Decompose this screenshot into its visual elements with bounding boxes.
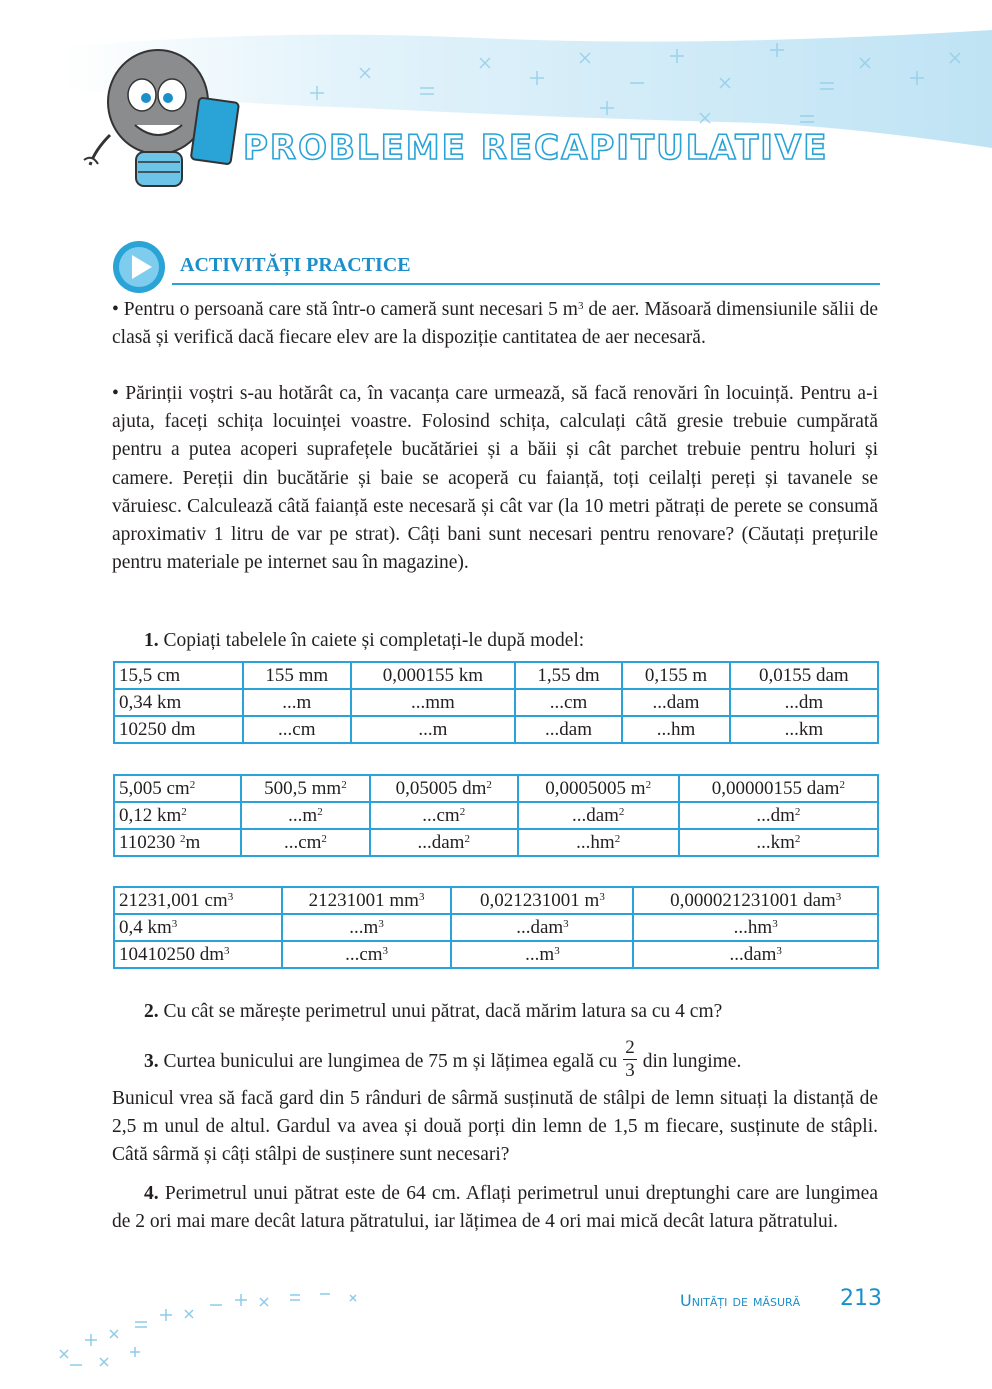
table-cell: $...cm^2$ [241, 829, 370, 856]
table-cell: ...dam$^2$ [518, 802, 679, 829]
table-cell: $...m^3$ [282, 914, 452, 941]
length-table [113, 661, 879, 744]
table-cell: 110230 $^2$m [114, 829, 241, 856]
table-row [114, 887, 878, 914]
table-row [114, 689, 878, 716]
table-cell: ...dam$^3$ [633, 941, 878, 968]
table-cell: 0,34 km [114, 689, 243, 716]
table-row [114, 716, 878, 743]
table-cell: ...dam [515, 716, 622, 743]
table-cell: 15,5 cm [114, 662, 243, 689]
table-cell: $...hm^2$ [518, 829, 679, 856]
table-cell: ...m [243, 689, 351, 716]
table-cell: $...hm^3$ [633, 914, 878, 941]
table-cell: 0,155 m [622, 662, 729, 689]
table-cell: 155 mm [243, 662, 351, 689]
table-cell: 5,005 $cm^2$ [114, 775, 241, 802]
table-cell: 500,5 $mm^2$ [241, 775, 370, 802]
table-cell: ...dam [622, 689, 729, 716]
table-cell: 0,4 $km^3$ [114, 914, 282, 941]
table-cell: $...cm^2$ [370, 802, 518, 829]
table-cell: 10250 dm [114, 716, 243, 743]
table-cell: ...dam$^3$ [451, 914, 633, 941]
table-cell: 1,55 dm [515, 662, 622, 689]
page-title: PROBLEME RECAPITULATIVE [243, 128, 829, 168]
table-cell: $...m^2$ [241, 802, 370, 829]
table-row [114, 662, 878, 689]
table-cell: ...m [351, 716, 515, 743]
activity-paragraph-1: • Pentru o persoană care stă într-o cameră sunt necesari 5 $m^3$ de aer. Măsoară dimensiunile sălii de clasă și verifică dacă fiecare elev are la dispoziție cantitatea de aer necesară. [112, 299, 878, 349]
activity-paragraph-2: • Părinții voștri s-au hotărât ca, în vacanța care urmează, să facă renovări în locuință. Pentru a-i ajuta, faceți schița locuinței voastre. Folosind schița, calculați câtă gresie trebuie cumpărată pentru a putea acoperi suprafețele bucătăriei și a băii și cât parchet trebuie pentru holuri și camere. Pereții din bucătărie și baie se acoperă cu faianță, toți ceilalți pereți și tavanele se văruiesc. Calculează câtă faianță este necesară și cât var (la 10 metri pătrați de perete se consumă aproximativ 1 litru de var pe strat). Câți bani sunt necesari pentru renovare? (Căutați prețurile pentru materiale pe internet sau în magazine). [112, 383, 878, 574]
section-divider [172, 283, 880, 285]
problem-3: 3. Curtea bunicului are lungimea de 75 m și lățimea egală cu $\frac{2}{3}$ din lungime. Bunicul vrea să facă gard din 5 rânduri de sârmă susținută de stâlpi de lemn situați la distanță de 2,5 m unul de altul. Gardul va avea și două porți din lemn de 1,5 m fiecare, susținute de stâpli. Câtă sârmă și câți stâlpi de susținere sunt necesari? [112, 1037, 878, 1166]
table-cell: $...m^3$ [451, 941, 633, 968]
lightbulb-mascot-icon [80, 40, 250, 220]
table-cell: 0,021231001 $m^3$ [451, 887, 633, 914]
problem-4: 4. Perimetrul unui pătrat este de 64 cm. Aflați perimetrul unui dreptunghi care are lungimea de 2 ori mai mare decât latura pătratului, iar lățimea de 4 ori mai mică decât latura pătratului. [112, 1183, 878, 1233]
table-cell: 0,00000155 dam$^2$ [679, 775, 878, 802]
chapter-label: Unități de măsură [680, 1291, 801, 1310]
area-table [113, 774, 879, 857]
math-symbols-decoration [50, 1270, 470, 1370]
table-cell: ...hm [622, 716, 729, 743]
table-cell: 21231001 $mm^3$ [282, 887, 452, 914]
table-cell: $...cm^3$ [282, 941, 452, 968]
fraction: $\frac{2}{3}$ [625, 1037, 635, 1081]
table-cell: ...mm [351, 689, 515, 716]
play-icon [112, 240, 166, 294]
table-row [114, 802, 878, 829]
volume-table [113, 886, 879, 969]
table-cell: ...cm [243, 716, 351, 743]
section-header [112, 240, 880, 290]
page-number: 213 [840, 1286, 882, 1311]
table-cell: ...cm [515, 689, 622, 716]
table-row [114, 914, 878, 941]
table-cell: 0,000021231001 dam$^3$ [633, 887, 878, 914]
table-cell: ...km [730, 716, 878, 743]
table-cell: 0,12 $km^2$ [114, 802, 241, 829]
table-cell: 0,0155 dam [730, 662, 878, 689]
table-cell: 10410250 $dm^3$ [114, 941, 282, 968]
table-cell: $...dm^2$ [679, 802, 878, 829]
table-cell: ...dam$^2$ [370, 829, 518, 856]
table-row [114, 829, 878, 856]
table-row [114, 775, 878, 802]
table-row [114, 941, 878, 968]
table-cell: 0,0005005 $m^2$ [518, 775, 679, 802]
table-cell: 0,05005 $dm^2$ [370, 775, 518, 802]
table-cell: ...dm [730, 689, 878, 716]
table-cell: 0,000155 km [351, 662, 515, 689]
section-title: ACTIVITĂȚI PRACTICE [180, 254, 411, 276]
table-cell: $...km^2$ [679, 829, 878, 856]
problem-2: 2. Cu cât se mărește perimetrul unui pătrat, dacă mărim latura sa cu 4 cm? [144, 1001, 723, 1022]
problem-1: 1. Copiați tabelele în caiete și completați-le după model: [144, 630, 585, 651]
table-cell: 21231,001 $cm^3$ [114, 887, 282, 914]
